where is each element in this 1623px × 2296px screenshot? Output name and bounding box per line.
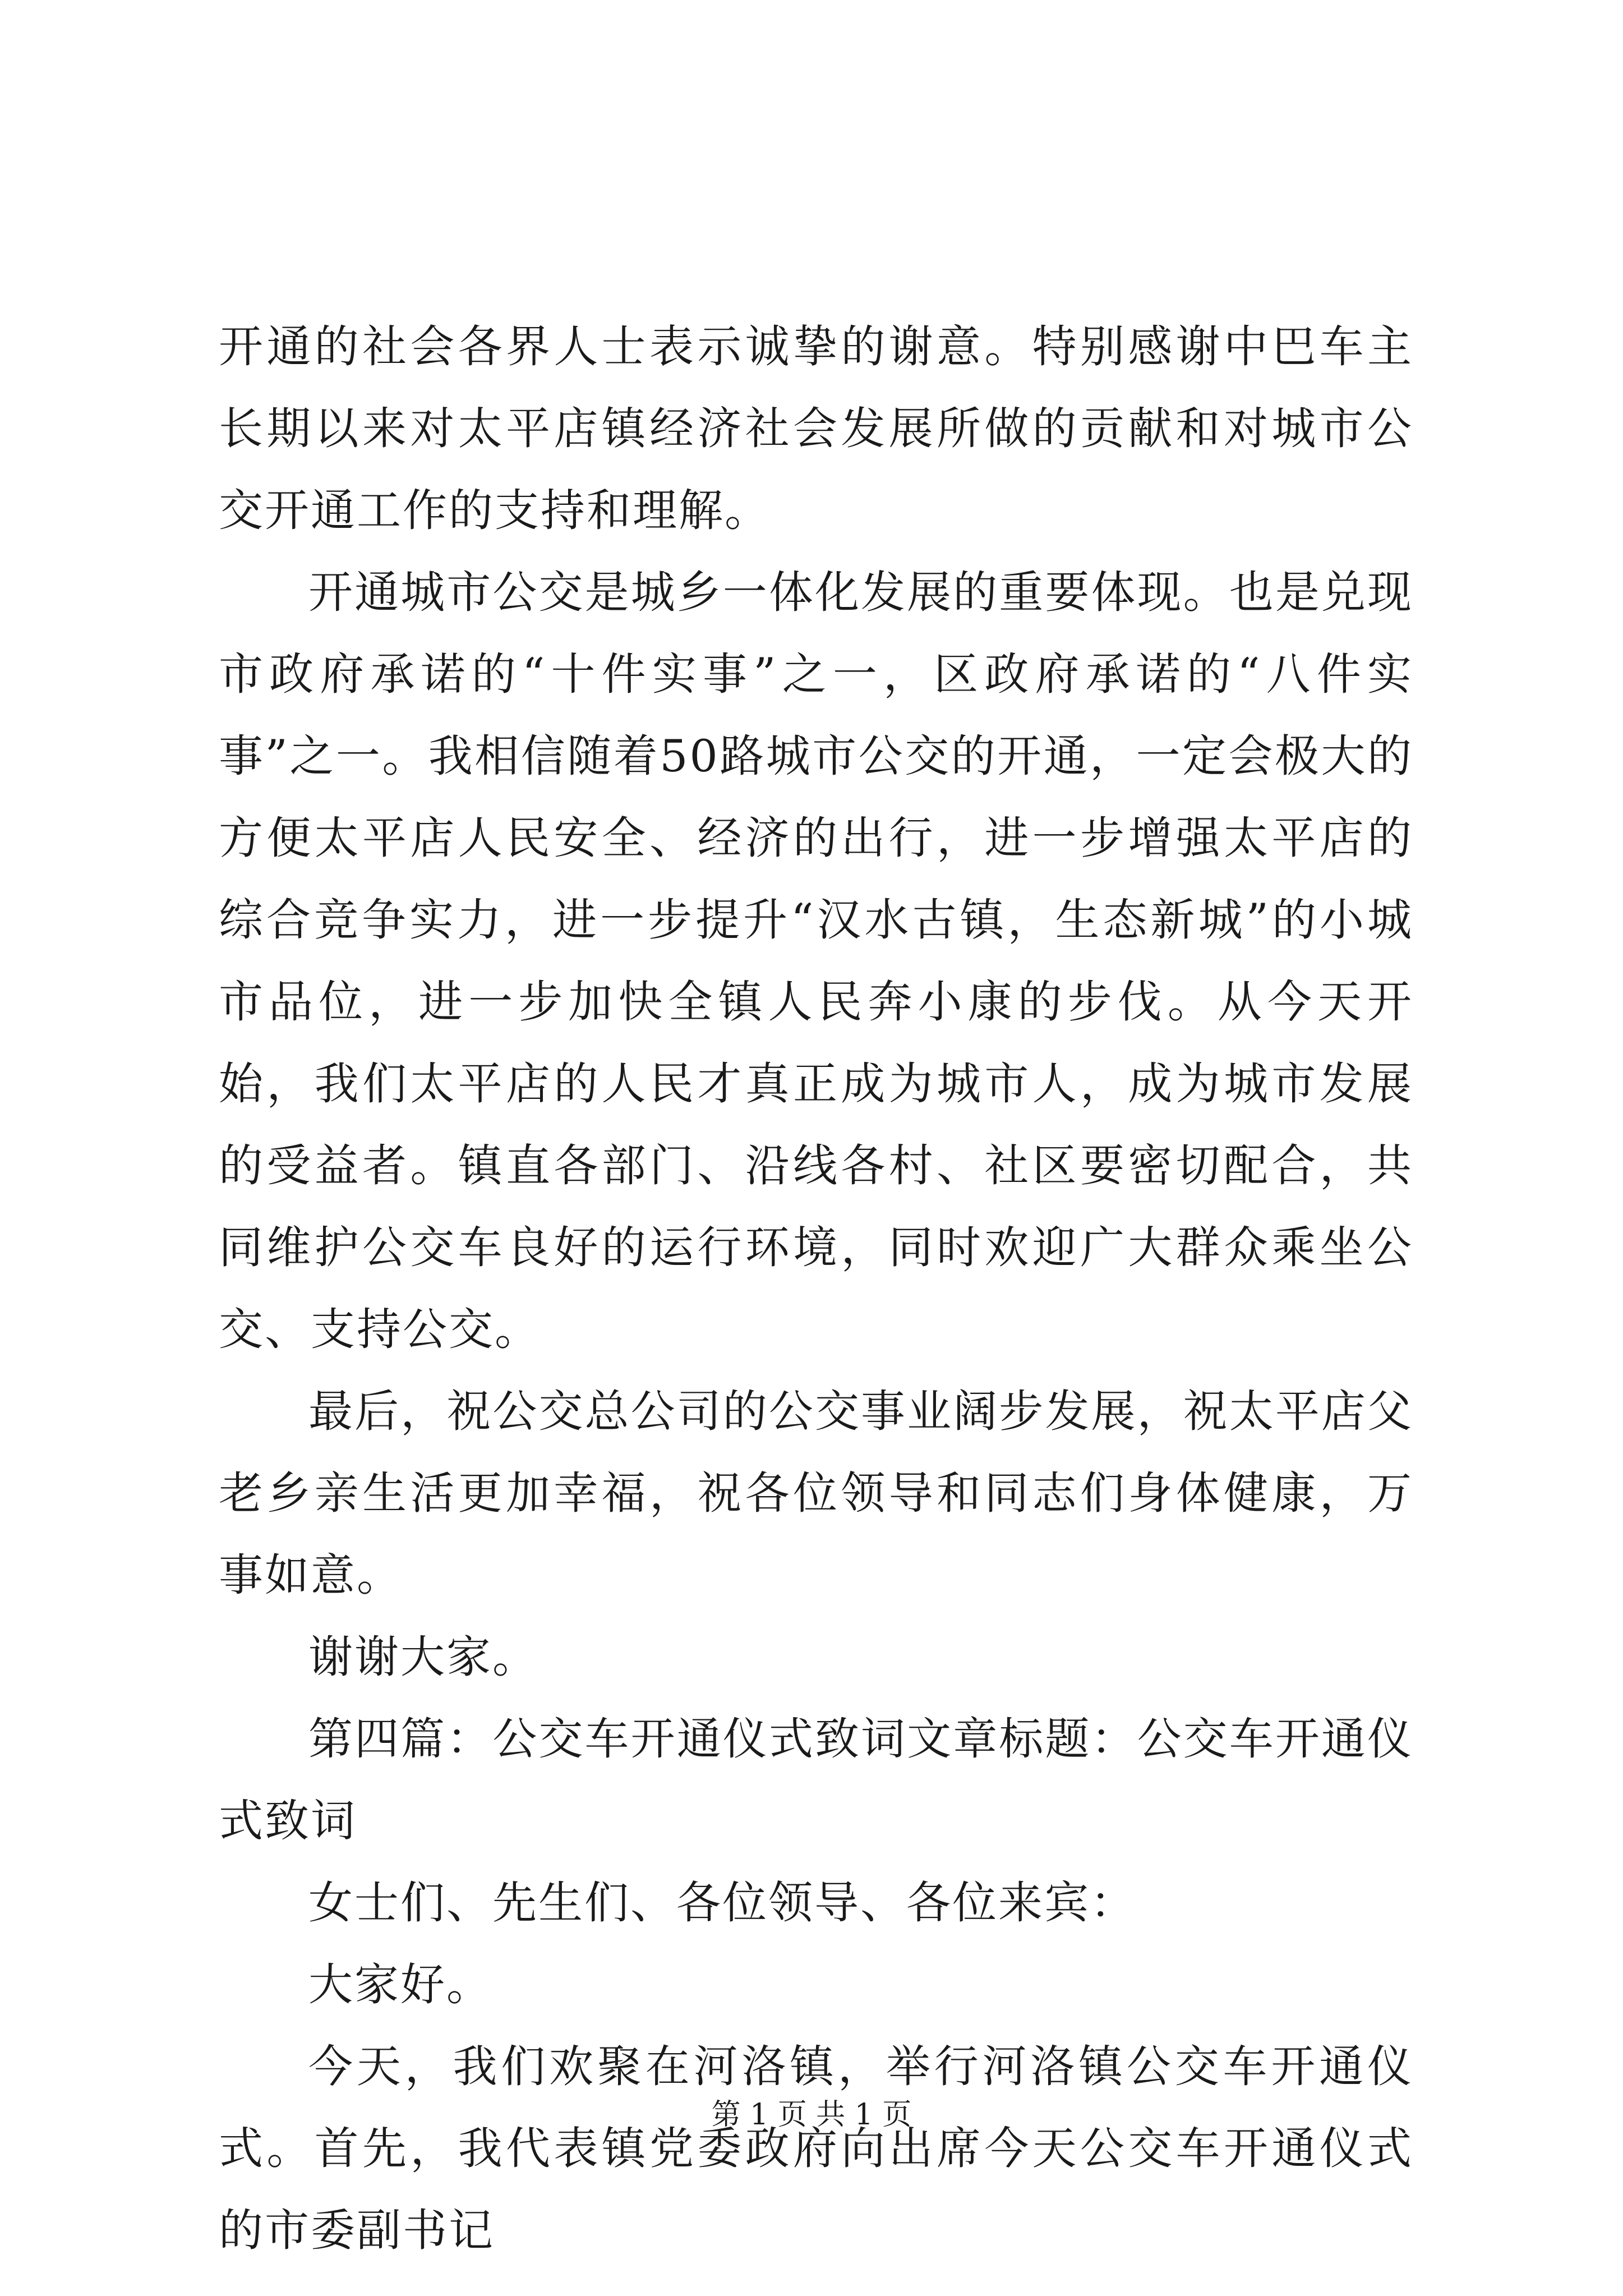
paragraph-thanks: 谢谢大家。 [308, 1631, 538, 1683]
paragraph-closing-wishes: 最后，祝公交总公司的公交事业阔步发展，祝太平店父老乡亲生活更加幸福，祝各位领导和同志们身体健康，万事如意。 [219, 1386, 1413, 1601]
paragraph-greeting: 大家好。 [308, 1959, 492, 2010]
paragraph-salutation: 女士们、先生们、各位领导、各位来宾： [308, 1877, 1136, 1929]
section-heading: 第四篇：公交车开通仪式致词文章标题：公交车开通仪式致词 [219, 1713, 1413, 1847]
paragraph-continuation: 开通的社会各界人士表示诚挚的谢意。特别感谢中巴车主长期以来对太平店镇经济社会发展所做的贡献和对城市公交开通工作的支持和理解。 [219, 321, 1413, 536]
page-footer: 第 1 页 共 1 页 [711, 2098, 912, 2132]
paragraph-bus-significance: 开通城市公交是城乡一体化发展的重要体现。也是兑现市政府承诺的“十件实事”之一，区政府承诺的“八件实事”之一。我相信随着50路城市公交的开通，一定会极大的方便太平店人民安全、经济的出行，进一步增强太平店的综合竞争实力，进一步提升“汉水古镇，生态新城”的小城市品位，进一步加快全镇人民奔小康的步伐。从今天开始，我们太平店的人民才真正成为城市人，成为城市发展的受益者。镇直各部门、沿线各村、社区要密切配合，共同维护公交车良好的运行环境，同时欢迎广大群众乘坐公交、支持公交。 [219, 567, 1413, 1355]
document-body [219, 306, 1413, 2271]
paragraph-opening: 今天，我们欢聚在河洛镇，举行河洛镇公交车开通仪式。首先，我代表镇党委政府向出席今天公交车开通仪式的市委副书记 [219, 2041, 1413, 2256]
